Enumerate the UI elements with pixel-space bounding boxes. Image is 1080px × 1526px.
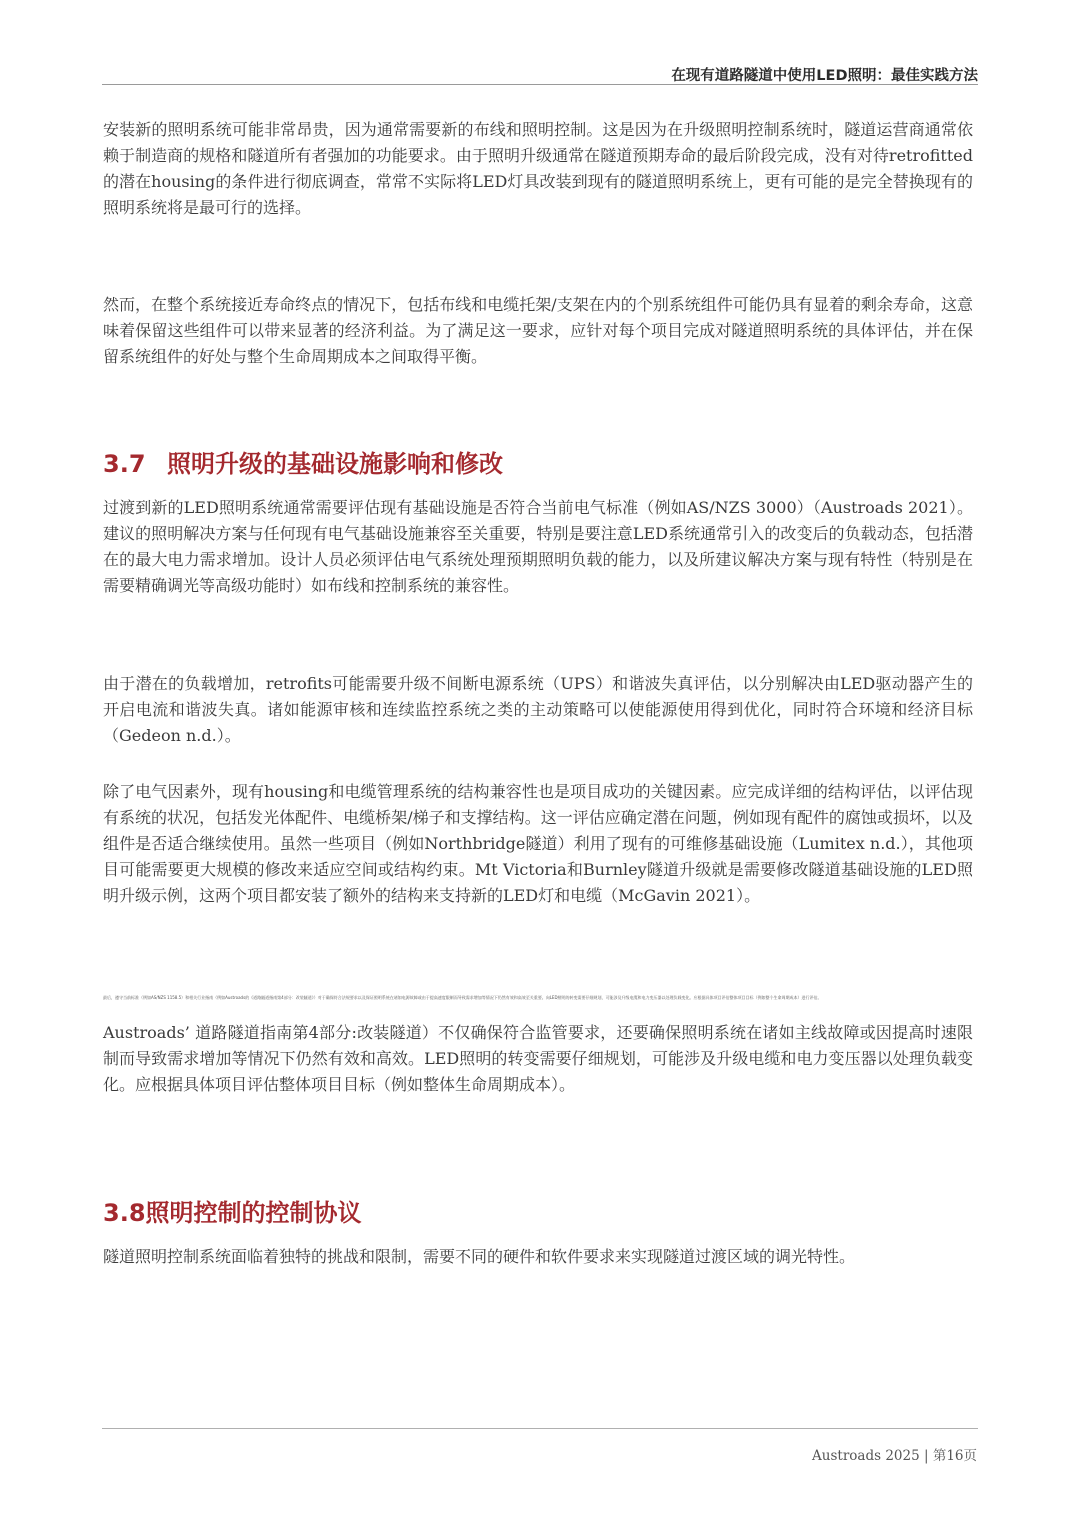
compressed-text-line: 最后，遵守当前标准（例如AS/NZS 1158.5）和相关行业指南（例如Austroads的《道路隧道指南第4部分：改装隧道》）对于确保符合法规要求以及保证照明系统在诸如电源故障或由于提高速度限制而导致需求增加等情况下仍然有效和高效至关重要。向LED照明的转变需要仔细规划，可能涉及升级电缆和电力变压器以处理负载变化。应根据具体项目评估整体项目目标（例如整个生命周期成本）进行评估。	[103, 995, 822, 1000]
paragraph-control-protocols: 隧道照明控制系统面临着独特的挑战和限制，需要不同的硬件和软件要求来实现隧道过渡区域的调光特性。	[103, 1247, 856, 1266]
footer-divider	[102, 1428, 978, 1429]
section-title: 照明升级的基础设施影响和修改	[167, 450, 503, 478]
header-divider	[102, 84, 978, 85]
paragraph-remaining-life: 然而，在整个系统接近寿命终点的情况下，包括布线和电缆托架/支架在内的个别系统组件可能仍具有显着的剩余寿命，这意味着保留这些组件可以带来显著的经济利益。为了满足这一要求，应针对每个项目完成对隧道照明系统的具体评估，并在保留系统组件的好处与整个生命周期成本之间取得平衡。	[103, 295, 973, 366]
paragraph-installation-cost: 安装新的照明系统可能非常昂贵，因为通常需要新的布线和照明控制。这是因为在升级照明控制系统时，隧道运营商通常依赖于制造商的规格和隧道所有者强加的功能要求。由于照明升级通常在隧道预期寿命的最后阶段完成，没有对待retrofitted的潜在housing的条件进行彻底调查，常常不实际将LED灯具改装到现有的隧道照明系统上，更有可能的是完全替换现有的照明系统将是最可行的选择。	[103, 120, 973, 217]
section-number: 3.7	[103, 450, 146, 478]
paragraph-ups-harmonics: 由于潜在的负载增加，retrofits可能需要升级不间断电源系统（UPS）和谐波失真评估，以分别解决由LED驱动器产生的开启电流和谐波失真。诸如能源审核和连续监控系统之类的主动策略可以使能源使用得到优化，同时符合环境和经济目标（Gedeon n.d.）。	[103, 674, 973, 745]
section-heading-3-8: 3.8照明控制的控制协议	[103, 1199, 362, 1227]
page-footer: Austroads 2025 | 第16页	[812, 1448, 977, 1464]
section-heading-3-7	[103, 444, 503, 479]
paragraph-structural-compatibility: 除了电气因素外，现有housing和电缆管理系统的结构兼容性也是项目成功的关键因素。应完成详细的结构评估，以评估现有系统的状况，包括发光体配件、电缆桥架/梯子和支撑结构。这一评估应确定潜在问题，例如现有配件的腐蚀或损坏，以及组件是否适合继续使用。虽然一些项目（例如Northbridge隧道）利用了现有的可维修基础设施（Lumitex n.d.），其他项目可能需要更大规模的修改来适应空间或结构约束。Mt Victoria和Burnley隧道升级就是需要修改隧道基础设施的LED照明升级示例，这两个项目都安装了额外的结构来支持新的LED灯和电缆（McGavin 2021）。	[103, 782, 973, 905]
paragraph-austroads-guide: Austroads’ 道路隧道指南第4部分:改装隧道）不仅确保符合监管要求，还要确保照明系统在诸如主线故障或因提高时速限制而导致需求增加等情况下仍然有效和高效。LED照明的转变需要仔细规划，可能涉及升级电缆和电力变压器以处理负载变化。应根据具体项目评估整体项目目标（例如整体生命周期成本）。	[103, 1023, 973, 1094]
paragraph-electrical-standards: 过渡到新的LED照明系统通常需要评估现有基础设施是否符合当前电气标准（例如AS/NZS 3000）（Austroads 2021）。建议的照明解决方案与任何现有电气基础设施兼容至关重要，特别是要注意LED系统通常引入的改变后的负载动态，包括潜在的最大电力需求增加。设计人员必须评估电气系统处理预期照明负载的能力，以及所建议解决方案与现有特性（特别是在需要精确调光等高级功能时）如布线和控制系统的兼容性。	[103, 498, 973, 595]
running-header-title: 在现有道路隧道中使用LED照明：最佳实践方法	[671, 68, 978, 84]
